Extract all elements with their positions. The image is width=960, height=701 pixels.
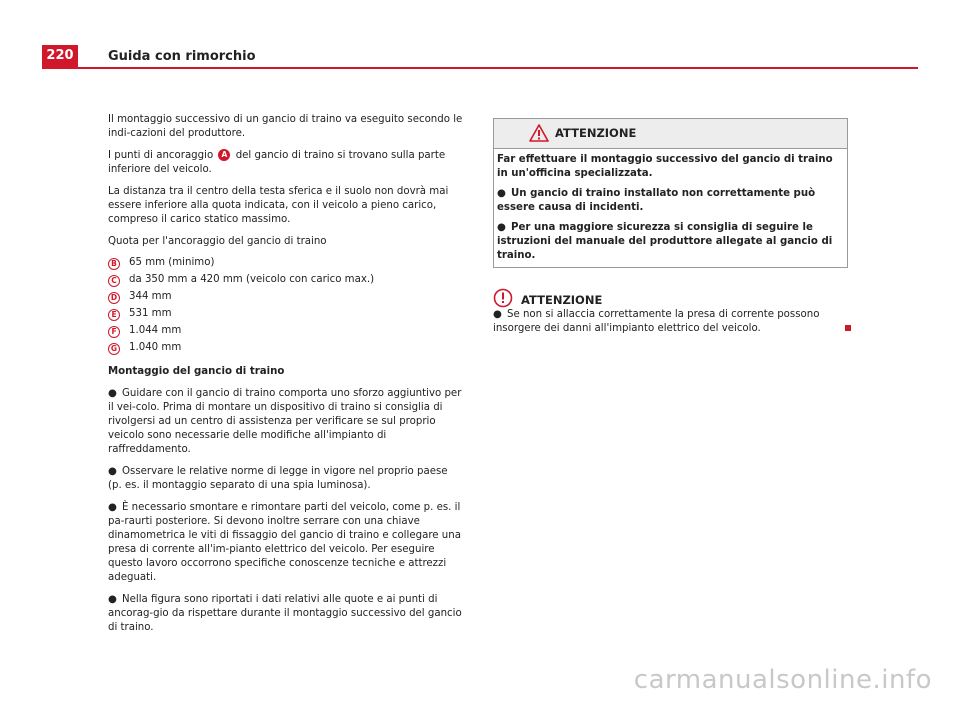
list-item	[108, 340, 464, 357]
bullet-icon: ●	[493, 309, 502, 320]
list-item	[108, 255, 464, 272]
marker-e: E	[108, 309, 120, 321]
bullet-icon: ●	[108, 502, 117, 513]
notice-paragraph: Se non si allaccia correttamente la presa di corrente possono insorgere dei danni all'impianto elettrico del veicolo.	[493, 309, 820, 334]
bullet-text: Per una maggiore sicurezza si consiglia di seguire le istruzioni del manuale del produttore allegate al gancio di traino.	[497, 222, 833, 261]
marker-c: C	[108, 275, 120, 287]
bullet-item	[108, 501, 464, 585]
end-of-section-marker	[845, 325, 851, 331]
quota-value: 1.044 mm	[129, 325, 182, 336]
anchor-points-paragraph	[108, 149, 464, 177]
marker-d: D	[108, 292, 120, 304]
notice-block	[493, 288, 848, 336]
intro-paragraph: Il montaggio successivo di un gancio di traino va eseguito secondo le indi-cazioni del produttore.	[108, 114, 463, 139]
warning-paragraph: Far effettuare il montaggio successivo del gancio di traino in un'officina specializzata.	[497, 154, 833, 179]
warning-header	[494, 119, 847, 149]
notice-header	[493, 288, 848, 308]
bullet-item	[108, 465, 464, 493]
warning-box	[493, 118, 848, 268]
bullet-icon: ●	[108, 594, 117, 605]
marker-a: A	[218, 149, 230, 161]
marker-f: F	[108, 326, 120, 338]
marker-g: G	[108, 343, 120, 355]
warning-body	[494, 149, 847, 267]
bullet-item	[108, 593, 464, 635]
bullet-icon: ●	[497, 222, 506, 233]
bullet-icon: ●	[108, 388, 117, 399]
bullet-text: Osservare le relative norme di legge in vigore nel proprio paese (p. es. il montaggio separato di una spia luminosa).	[108, 466, 448, 491]
anchor-text-after: del gancio di traino si trovano sulla parte inferiore del veicolo.	[108, 150, 446, 175]
quota-value: 344 mm	[129, 291, 172, 302]
warning-title: ATTENZIONE	[555, 126, 637, 140]
right-column	[493, 118, 848, 336]
bullet-text: Un gancio di traino installato non correttamente può essere causa di incidenti.	[497, 188, 816, 213]
page-title: Guida con rimorchio	[108, 49, 256, 64]
anchor-text-before: I punti di ancoraggio	[108, 150, 214, 161]
quota-value: 1.040 mm	[129, 342, 182, 353]
section-heading: Montaggio del gancio di traino	[108, 366, 285, 377]
quota-heading: Quota per l'ancoraggio del gancio di traino	[108, 236, 327, 247]
left-column	[108, 113, 464, 643]
distance-paragraph: La distanza tra il centro della testa sferica e il suolo non dovrà mai essere inferiore alla quota indicata, con il veicolo a pieno carico, compreso il carico statico massimo.	[108, 186, 449, 225]
bullet-item	[497, 187, 841, 215]
quota-list	[108, 255, 464, 357]
list-item	[108, 272, 464, 289]
quota-value: 65 mm (minimo)	[129, 257, 215, 268]
page-number: 220	[42, 45, 78, 67]
bullet-item	[108, 387, 464, 457]
bullet-icon: ●	[497, 188, 506, 199]
page-header	[42, 45, 918, 69]
list-item	[108, 323, 464, 340]
bullet-text: Nella figura sono riportati i dati relativi alle quote e ai punti di ancorag-gio da rispettare durante il montaggio successivo del gancio di traino.	[108, 594, 462, 633]
bullet-text: Guidare con il gancio di traino comporta uno sforzo aggiuntivo per il vei-colo. Prima di montare un dispositivo di traino si consiglia di rivolgersi ad un centro di assistenza per verificare se sul proprio veicolo sono necessarie delle modifiche all'impianto di raffreddamento.	[108, 388, 462, 455]
notice-title: ATTENZIONE	[521, 293, 603, 307]
watermark: carmanualsonline.info	[633, 665, 932, 695]
bullet-text: È necessario smontare e rimontare parti del veicolo, come p. es. il pa-raurti posteriore. Si devono inoltre serrare con una chiave dinamometrica le viti di fissaggio del gancio di traino e collegare una presa di corrente all'im-pianto elettrico del veicolo. Per eseguire questo lavoro occorrono specifiche conoscenze tecniche e attrezzi adeguati.	[108, 502, 461, 583]
marker-b: B	[108, 258, 120, 270]
bullet-icon: ●	[108, 466, 117, 477]
notice-text	[493, 308, 848, 336]
bullet-item	[497, 221, 841, 263]
quota-value: da 350 mm a 420 mm (veicolo con carico max.)	[129, 274, 375, 285]
warning-triangle-icon	[529, 124, 549, 142]
list-item	[108, 306, 464, 323]
quota-value: 531 mm	[129, 308, 172, 319]
list-item	[108, 289, 464, 306]
exclamation-circle-icon	[493, 288, 513, 308]
